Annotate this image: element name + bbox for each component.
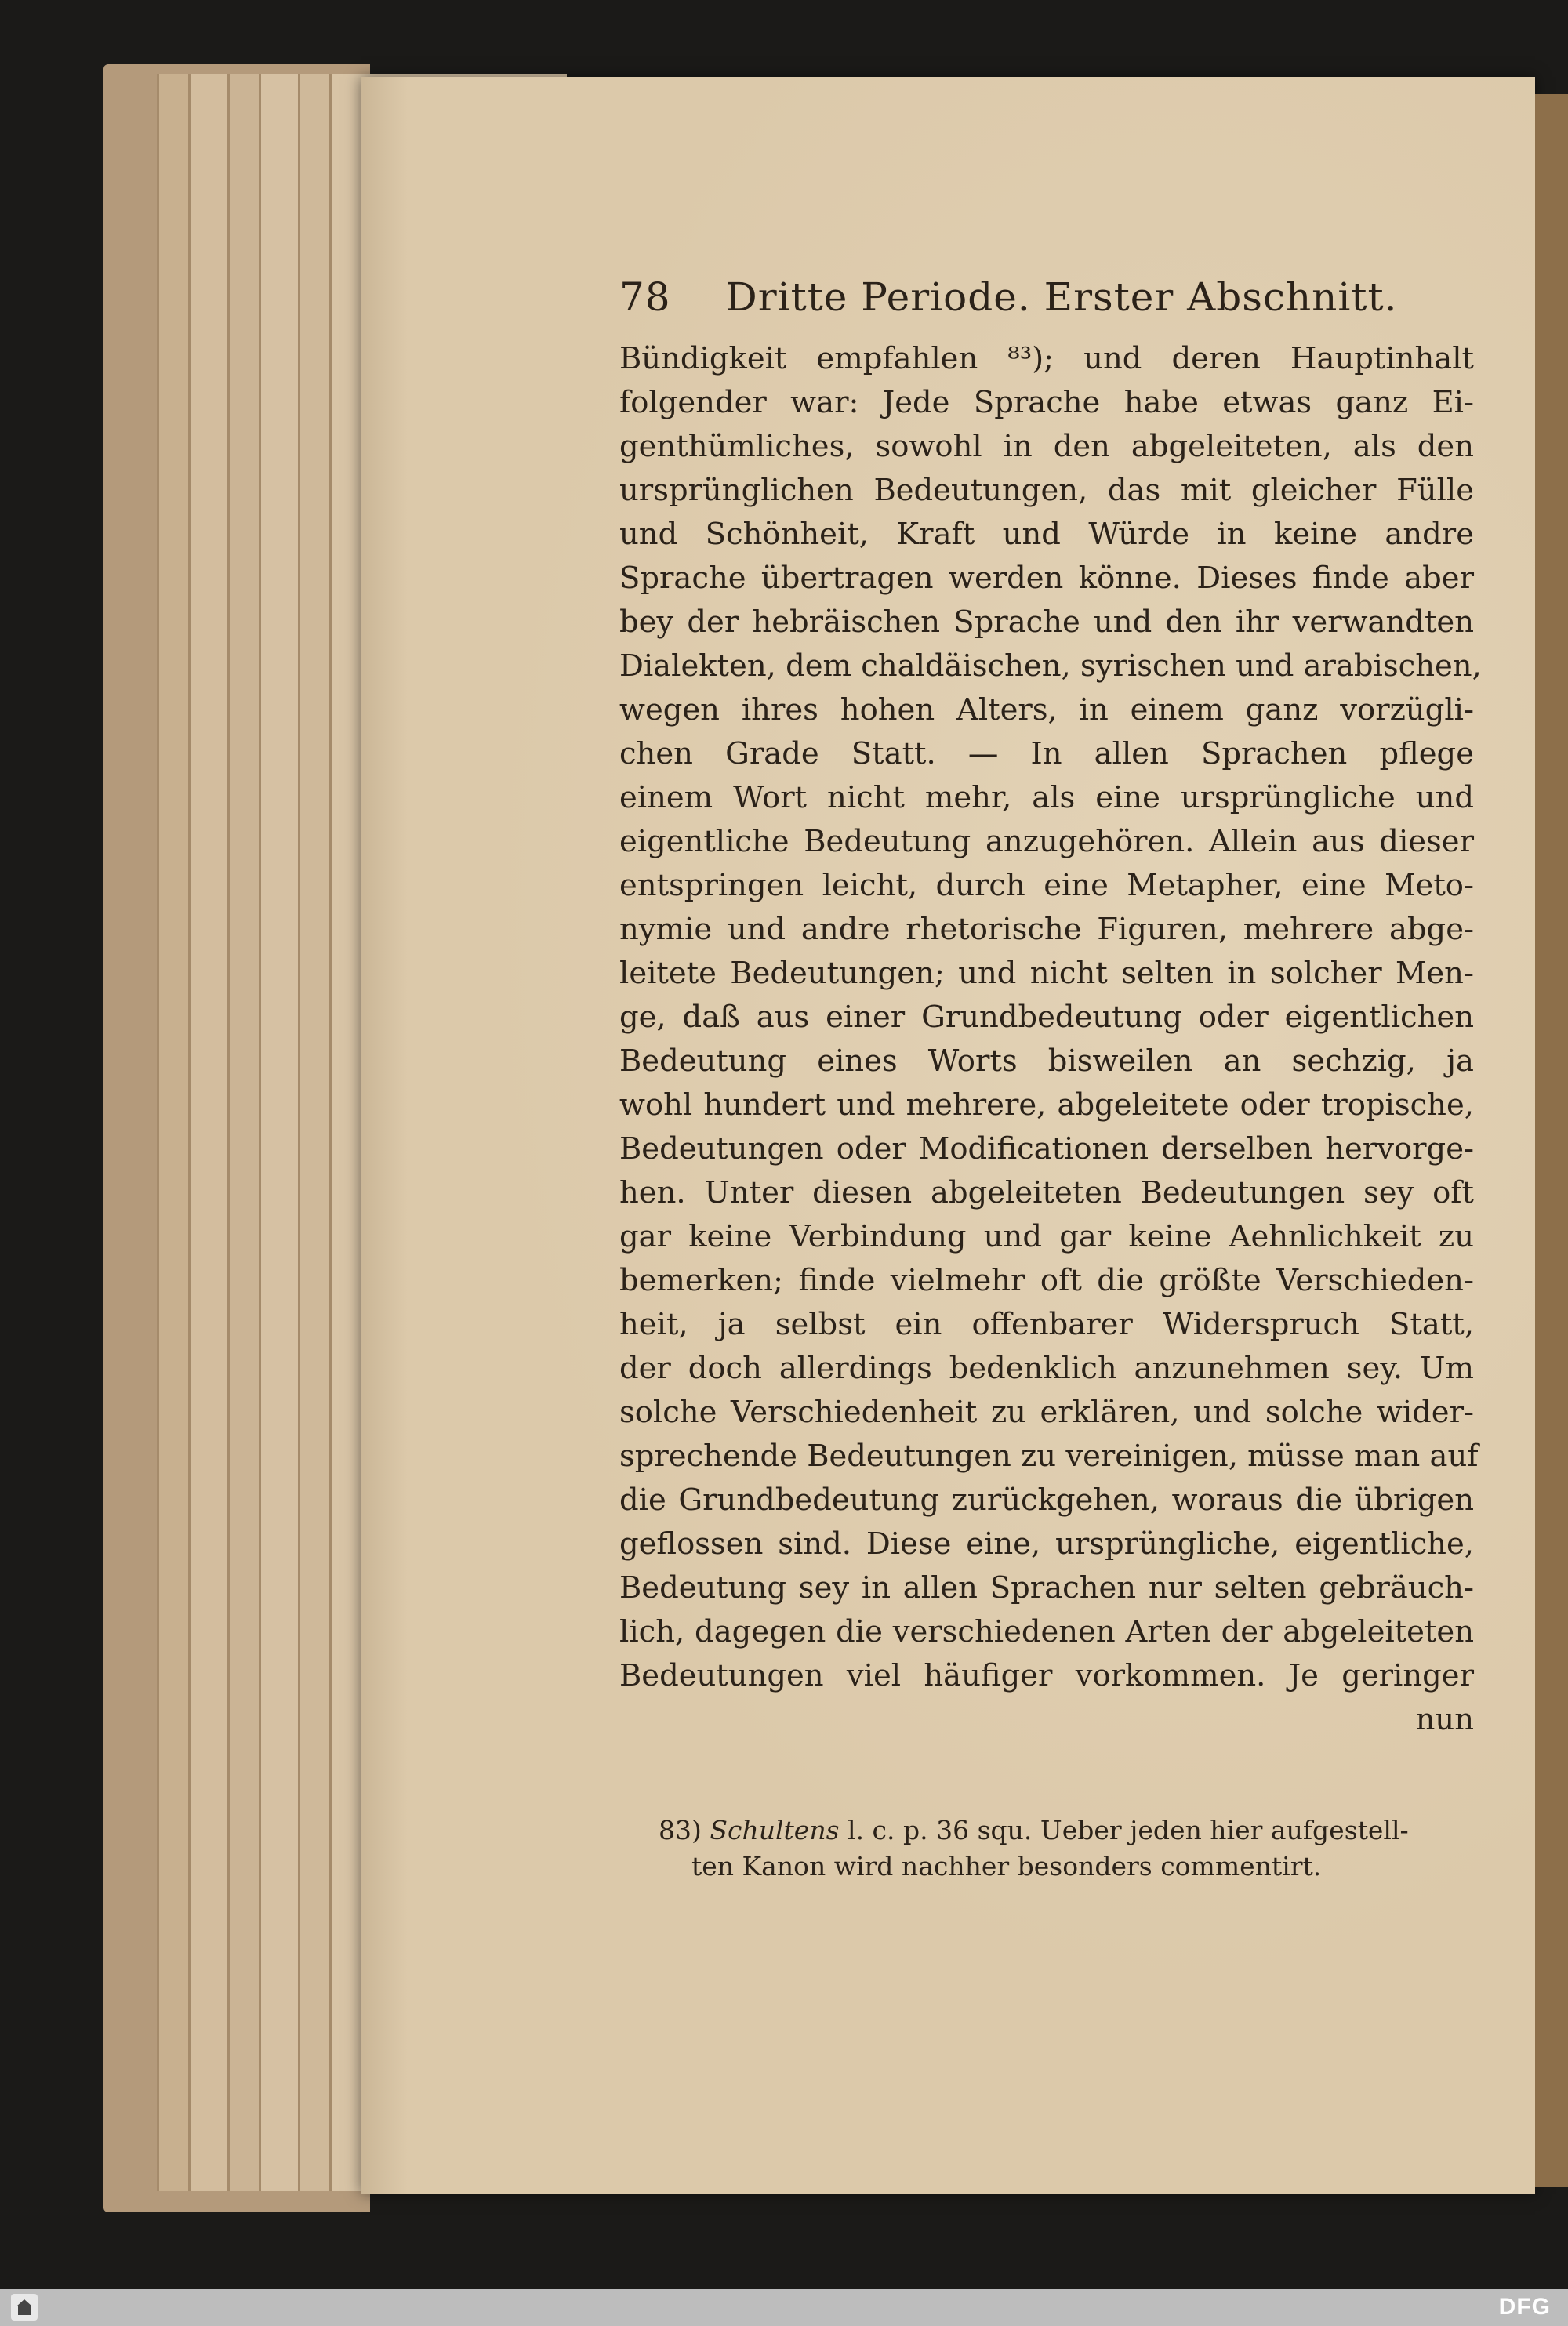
text-line: wohl hundert und mehrere, abgeleitete oder tropische, xyxy=(619,1087,1474,1123)
page-text xyxy=(619,274,1482,1742)
text-line: hen. Unter diesen abgeleiteten Bedeutungen sey oft xyxy=(619,1175,1474,1210)
text-line: entspringen leicht, durch eine Metapher, eine Meto- xyxy=(619,868,1474,903)
text-line: geflossen sind. Diese eine, ursprüngliche, eigentliche, xyxy=(619,1526,1474,1562)
text-line: der doch allerdings bedenklich anzunehmen sey. Um xyxy=(619,1351,1474,1386)
text-line: Bedeutung sey in allen Sprachen nur selten gebräuch- xyxy=(619,1570,1474,1606)
footnote xyxy=(659,1813,1458,1885)
text-line: folgender war: Jede Sprache habe etwas ganz Ei- xyxy=(619,385,1474,420)
text-line: heit, ja selbst ein offenbarer Widerspruch Statt, xyxy=(619,1307,1474,1342)
book-spine-strip xyxy=(1535,94,1568,2187)
text-line: wegen ihres hohen Alters, in einem ganz vorzügli- xyxy=(619,692,1474,728)
text-line: solche Verschiedenheit zu erklären, und solche wider- xyxy=(619,1395,1474,1430)
text-line: ge, daß aus einer Grundbedeutung oder eigentlichen xyxy=(619,1000,1474,1035)
text-line: Bündigkeit empfahlen ⁸³); und deren Hauptinhalt xyxy=(619,341,1474,376)
footnote-marker: 83) xyxy=(659,1815,702,1845)
footnote-author: Schultens xyxy=(710,1815,840,1845)
viewer-footer xyxy=(0,2289,1568,2326)
text-line: Bedeutungen viel häufiger vorkommen. Je geringer xyxy=(619,1658,1474,1693)
running-head: Dritte Periode. Erster Abschnitt. xyxy=(725,274,1398,320)
text-line: Dialekten, dem chaldäischen, syrischen und arabischen, xyxy=(619,648,1482,684)
page-header xyxy=(619,274,1474,337)
text-line: nymie und andre rhetorische Figuren, mehrere abge- xyxy=(619,912,1474,947)
text-line: einem Wort nicht mehr, als eine ursprüngliche und xyxy=(619,780,1474,815)
catchword: nun xyxy=(1415,1702,1474,1737)
text-line: eigentliche Bedeutung anzugehören. Allein aus dieser xyxy=(619,824,1474,859)
text-line: Bedeutungen oder Modificationen derselben hervorge- xyxy=(619,1131,1474,1167)
text-line: genthümliches, sowohl in den abgeleiteten, als den xyxy=(619,429,1474,464)
body-text xyxy=(619,337,1482,1698)
text-line: Sprache übertragen werden könne. Dieses finde aber xyxy=(619,561,1474,596)
text-line: bemerken; finde vielmehr oft die größte Verschieden- xyxy=(619,1263,1474,1298)
text-line: lich, dagegen die verschiedenen Arten der abgeleiteten xyxy=(619,1614,1474,1649)
text-line: bey der hebräischen Sprache und den ihr verwandten xyxy=(619,604,1474,640)
text-line: und Schönheit, Kraft und Würde in keine andre xyxy=(619,517,1474,552)
text-line: sprechende Bedeutungen zu vereinigen, müsse man auf xyxy=(619,1439,1479,1474)
text-line: ursprünglichen Bedeutungen, das mit gleicher Fülle xyxy=(619,473,1474,508)
text-line: die Grundbedeutung zurückgehen, woraus die übrigen xyxy=(619,1482,1474,1518)
text-line: Bedeutung eines Worts bisweilen an sechzig, ja xyxy=(619,1043,1474,1079)
text-line: chen Grade Statt. — In allen Sprachen pflege xyxy=(619,736,1474,771)
library-logo-icon xyxy=(11,2294,38,2321)
text-line: gar keine Verbindung und gar keine Aehnlichkeit zu xyxy=(619,1219,1474,1254)
footnote-text-continued: ten Kanon wird nachher besonders commentirt. xyxy=(691,1851,1322,1881)
text-line: leitete Bedeutungen; und nicht selten in solcher Men- xyxy=(619,956,1474,991)
dfg-logo: DFG xyxy=(1498,2294,1551,2320)
page-number: 78 xyxy=(619,274,671,320)
footnote-text: l. c. p. 36 squ. Ueber jeden hier aufgestell- xyxy=(848,1815,1409,1845)
